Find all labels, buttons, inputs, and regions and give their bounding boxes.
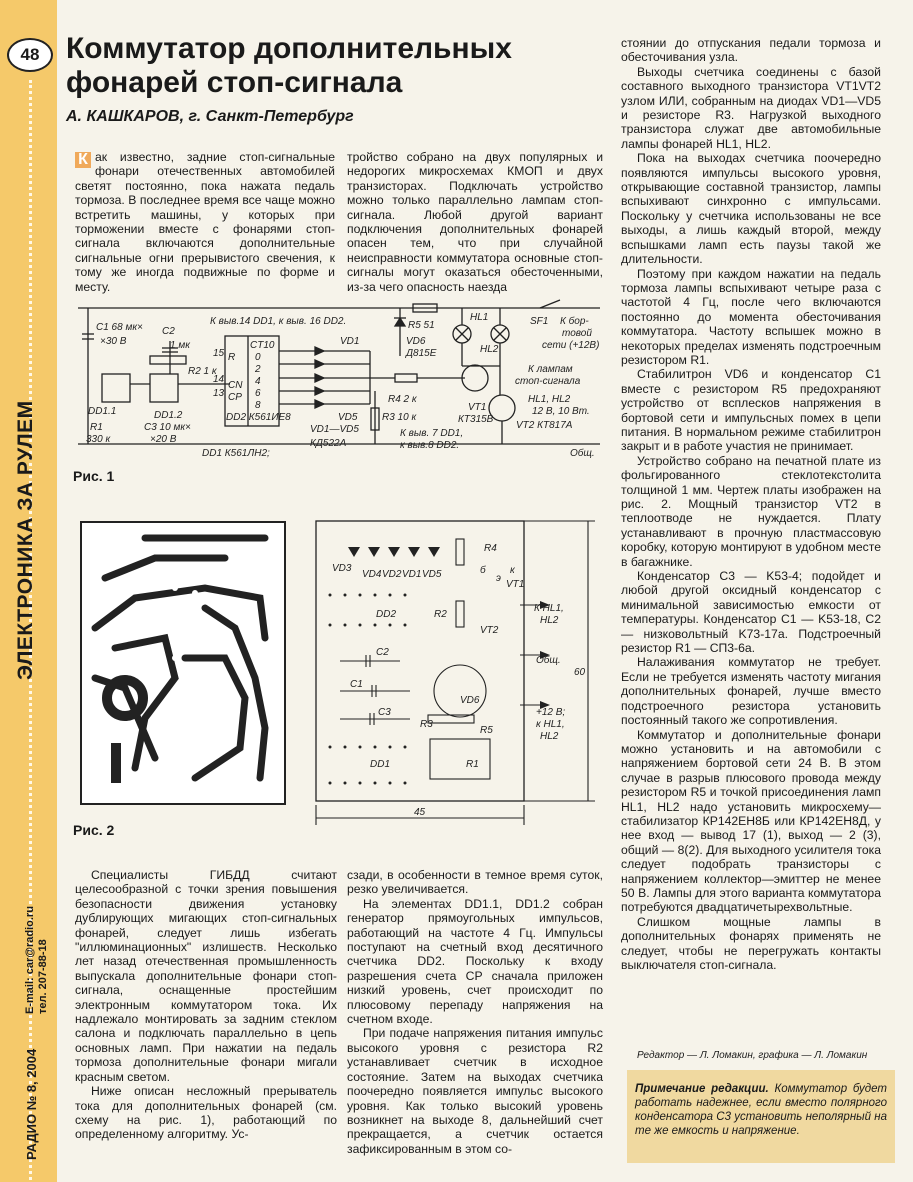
label-r2: R2 1 к [188,366,217,377]
issue-label: РАДИО № 8, 2004 [24,1048,39,1160]
pcb-label-r2: R2 [434,609,447,620]
paragraph: Выходы счетчика соединены с базой составного выходного транзистора VT1VT2 узлом ИЛИ, собранным на диодах VD1—VD5 и резисторе R3. Нагрузкой выходного транзистора служат две автомобильные лампы фонарей HL1, HL2. [621,64,881,151]
paragraph: Слишком мощные лампы в дополнительных фонарях применять не следует, чтобы не перегружать контакты выключателя стоп-сигнала. [621,914,881,972]
label-c1: C1 68 мк× [96,322,143,333]
label-c2: C2 [162,326,175,337]
bottom-column-1 [75,868,337,1142]
intro-column-2 [347,150,603,294]
label-lamps: К лампам [528,364,573,375]
pcb-label-c2: C2 [376,647,389,658]
label-o2: 2 [255,364,261,375]
intro-text-2: тройство собрано на двух популярных и недорогих микросхемах КМОП и двух транзисторах. Подключать устройство можно только параллельно лампам стоп-сигнала. Любой другой вариант подключения дополнительных фонарей опасен тем, что при случайной неисправности коммутатора основные стоп-сигналы могут оказаться обесточенными, из-за чего опасность наезда [347,150,603,294]
label-o0: 0 [255,352,261,363]
schematic-diagram [70,296,608,462]
pcb-label-vt2: VT2 [480,625,499,636]
label-dd1: DD1 К561ЛН2; [202,448,270,459]
pcb-label-vd3: VD3 [332,563,352,574]
pcb-label-vd1: VD1 [402,569,422,580]
label-r4: R4 2 к [388,394,417,405]
note-text: Коммутатор будет работать надежнее, если вместо полярного конденсатора С3 установить неполярный на те же емкость и напряжение. [635,1083,887,1137]
pcb-label-vt1: VT1 [506,579,525,590]
paragraph: Специалисты ГИБДД считают целесообразной с точки зрения повышения безопасности движения установку дублирующих мигающих стоп-сигнальных фонарей, следует лишь избегать "иллюминационных" излишеств. Несколько лет назад отечественная промышленность выпускала дополнительные фонари стоп-сигнала, оснащенные простейшим электронным коммутатором тока. Их надлежало монтировать за задним стеклом салона и подключать параллельно в цепь основных ламп. При нажатии на педаль тормоза дополнительные фонари мигали красным светом. [75,868,337,1084]
label-vt2: VT2 КТ817А [516,420,573,431]
label-kv7: К выв. 7 DD1, [400,428,464,439]
paragraph: стоянии до отпускания педали тормоза и обесточивания узла. [621,36,881,65]
title-line-2: фонарей стоп-сигнала [66,66,403,99]
label-r1v: 330 к [86,434,111,445]
label-vd5: VD5 [338,412,358,423]
editor-credit: Редактор — Л. Ломакин, графика — Л. Ломакин [637,1050,868,1061]
label-c2v: 1 мк [170,340,190,351]
label-n13: 13 [213,388,225,399]
pcb-label-vd5: VD5 [422,569,442,580]
label-r5: R5 51 [408,320,435,331]
label-cp: CP [228,392,242,403]
label-ct10: CT10 [250,340,275,351]
pcb-label-c3: C3 [378,707,391,718]
title-line-1: Коммутатор дополнительных [66,32,512,65]
label-vdt2: КД522А [310,438,347,449]
pcb-label-dd2: DD2 [376,609,397,620]
email-contact: E-mail: car@radio.ru [24,906,36,1014]
pcb-label-c1: C1 [350,679,363,690]
label-vd1: VD1 [340,336,360,347]
label-vt1: VT1 [468,402,487,413]
pcb-label-hl2b: HL2 [540,731,559,742]
label-bort2: товой [562,328,592,339]
pcb-label-p12: +12 В; [536,707,566,718]
label-pins: К выв.14 DD1, к выв. 16 DD2. [210,316,347,327]
pcb-dim-45: 45 [414,807,426,818]
pcb-label-r5: R5 [480,725,493,736]
label-lamps2: стоп-сигнала [515,376,581,387]
paragraph: Пока на выходах счетчика поочередно появляются импульсы высокого уровня, открывающие составной транзистор, лампы вспыхивают синхронно с импульсами. Поскольку у счетчика использованы не все выходы, а лишь каждый второй, между вспышками ламп есть паузы такой же длительности. [621,151,881,267]
pcb-label-obsh: Общ. [536,655,561,666]
pcb-label-vd6: VD6 [460,695,480,706]
label-c3v: ×20 В [150,434,177,445]
label-vd6t: Д815Е [406,348,437,359]
editorial-note [627,1070,895,1163]
paragraph: Конденсатор C3 — K53-4; подойдет и любой другой оксидный конденсатор с минимальной зависимостью емкости от температуры. Конденсатор C1 — K53-18, C2 — низковольтный K73-17а. Подстроечный резистор R1 — СП3-6а. [621,569,881,656]
label-bort: К бор- [560,316,589,327]
label-n14: 14 [213,374,225,385]
label-c1v: ×30 В [100,336,127,347]
label-vdt: VD1—VD5 [310,424,359,435]
pcb-label-vd4: VD4 [362,569,382,580]
label-cn: CN [228,380,243,391]
paragraph: Устройство собрано на печатной плате из фольгированного стеклотекстолита толщиной 1 мм. Чертеж платы изображен на рис. 2. Мощный транзистор VT2 в теплоотводе не нуждается. Плату устанавливают в прочную пластмассовую коробку, которую монтируют в удобном месте в багажнике. [621,453,881,569]
label-vd6: VD6 [406,336,426,347]
pcb-foil-drawing [75,518,290,808]
pcb-label-k: к [510,565,515,576]
label-hlt: HL1, HL2 [528,394,571,405]
label-o8: 8 [255,400,261,411]
paragraph: При подаче напряжения питания импульс высокого уровня с резистора R2 устанавливает счетчик в исходное состояние. Затем на выходах счетчика поочередно появляется импульс высокого уровня. Как только высокий уровень возникнет на выходе 8, дальнейший счет прекращается, а счетчик остается зафиксированным в этом со- [347,1026,603,1156]
paragraph: сзади, в особенности в темное время суток, резко увеличивается. [347,868,603,897]
pcb-label-r1: R1 [466,759,479,770]
label-kv8: к выв.8 DD2. [400,440,460,451]
pcb-label-r4: R4 [484,543,497,554]
label-obsh: Общ. [570,448,595,459]
pcb-component-drawing [310,515,600,830]
pcb-label-khl: К HL1, [534,603,564,614]
paragraph: Поэтому при каждом нажатии на педаль тормоза лампы вспыхивают четыре раза с частотой 4 Гц, после чего включаются постоянно до момента обесточивания коммутатора. Частоту вспышек можно в некоторых пределах изменять подстроечным резистором R1. [621,266,881,367]
label-hl2: HL2 [480,344,499,355]
paragraph: Коммутатор и дополнительные фонари можно установить и на автомобили с напряжением бортовой сети 24 В. В этом случае в разрыв плюсового провода между резистором R5 и точкой присоединения ламп HL1, HL2 надо установить микросхему—стабилизатор КР142ЕН8Б или КР142ЕН8Д, у нее вход — вывод 17 (1), выход — 2 (3), общий — 8(2). Для выходного усилителя тока следует подобрать транзисторы с напряжением коллектор—эмиттер не менее 50 В. Лампы для этого варианта коммутатора потребуются двадцатичетырехвольтные. [621,727,881,915]
bottom-column-2 [347,868,603,1156]
label-o6: 6 [255,388,261,399]
label-dd2: DD2 К561ИЕ8 [226,412,291,423]
pcb-label-e: э [496,573,501,584]
paragraph: На элементах DD1.1, DD1.2 собран генератор прямоугольных импульсов, работающий на частоте 4 Гц. Импульсы поступают на счетный вход десятичного счетчика DD2. Поскольку к входу разрешения счета CP сначала приложен низкий уровень, счет происходит по плюсовому перепаду напряжения на счетном входе. [347,896,603,1027]
label-sf1: SF1 [530,316,549,327]
label-r3: R3 10 к [382,412,417,423]
label-dd11: DD1.1 [88,406,117,417]
pcb-label-khl2: HL2 [540,615,559,626]
label-hlt2: 12 В, 10 Вт. [532,406,590,417]
note-title: Примечание редакции. [635,1083,769,1095]
intro-text-1: ак известно, задние стоп-сигнальные фонари отечественных автомобилей светят постоянно, пока нажата педаль тормоза. В последнее время все чаще можно встретить машины, у которых при торможении вместе с фонарями стоп-сигнала включаются дополнительные сигнальные огни прерывистого свечения, к тому же иногда подвижные по форме и месту. [75,150,335,294]
section-title: ЭЛЕКТРОНИКА ЗА РУЛЕМ [14,400,37,680]
article-author: А. КАШКАРОВ, г. Санкт-Петербург [66,108,354,125]
label-r1: R1 [90,422,103,433]
label-r: R [228,352,236,363]
pcb-label-b: б [480,565,486,576]
label-c3: C3 10 мк× [144,422,191,433]
pcb-label-r3: R3 [420,719,433,730]
page-number: 48 [7,38,53,72]
figure-1-caption: Рис. 1 [73,468,115,484]
label-vt1t: КТ315В [458,414,494,425]
article-title [66,32,606,100]
paragraph: Налаживания коммутатор не требует. Если не требуется изменять частоту мигания дополнительных фонарей, лучше вместо подстроечного резистора установить постоянный такого же сопротивления. [621,655,881,728]
right-column [621,36,881,972]
paragraph: Стабилитрон VD6 и конденсатор C1 вместе с резистором R5 предохраняют устройство от всплесков напряжения в бортовой сети и импульсных помех в цепи питания. В нормальном режиме стабилитрон закрыт и в работе участия не принимает. [621,367,881,454]
label-n15: 15 [213,348,225,359]
pcb-label-dd1: DD1 [370,759,391,770]
figure-2-caption: Рис. 2 [73,822,115,838]
pcb-label-khl3: к HL1, [536,719,565,730]
label-hl1: HL1 [470,312,489,323]
paragraph: Ниже описан несложный прерыватель тока для дополнительных фонарей (см. схему на рис. 1), работающий по определенному алгоритму. Ус- [75,1084,337,1142]
intro-column-1 [75,150,335,294]
pcb-dim-60: 60 [574,667,586,678]
phone-contact: тел. 207-88-18 [37,939,49,1014]
pcb-label-vd2: VD2 [382,569,402,580]
label-dd12: DD1.2 [154,410,183,421]
drop-cap: К [75,152,91,168]
label-o4: 4 [255,376,261,387]
label-bort3: сети (+12В) [542,340,600,351]
